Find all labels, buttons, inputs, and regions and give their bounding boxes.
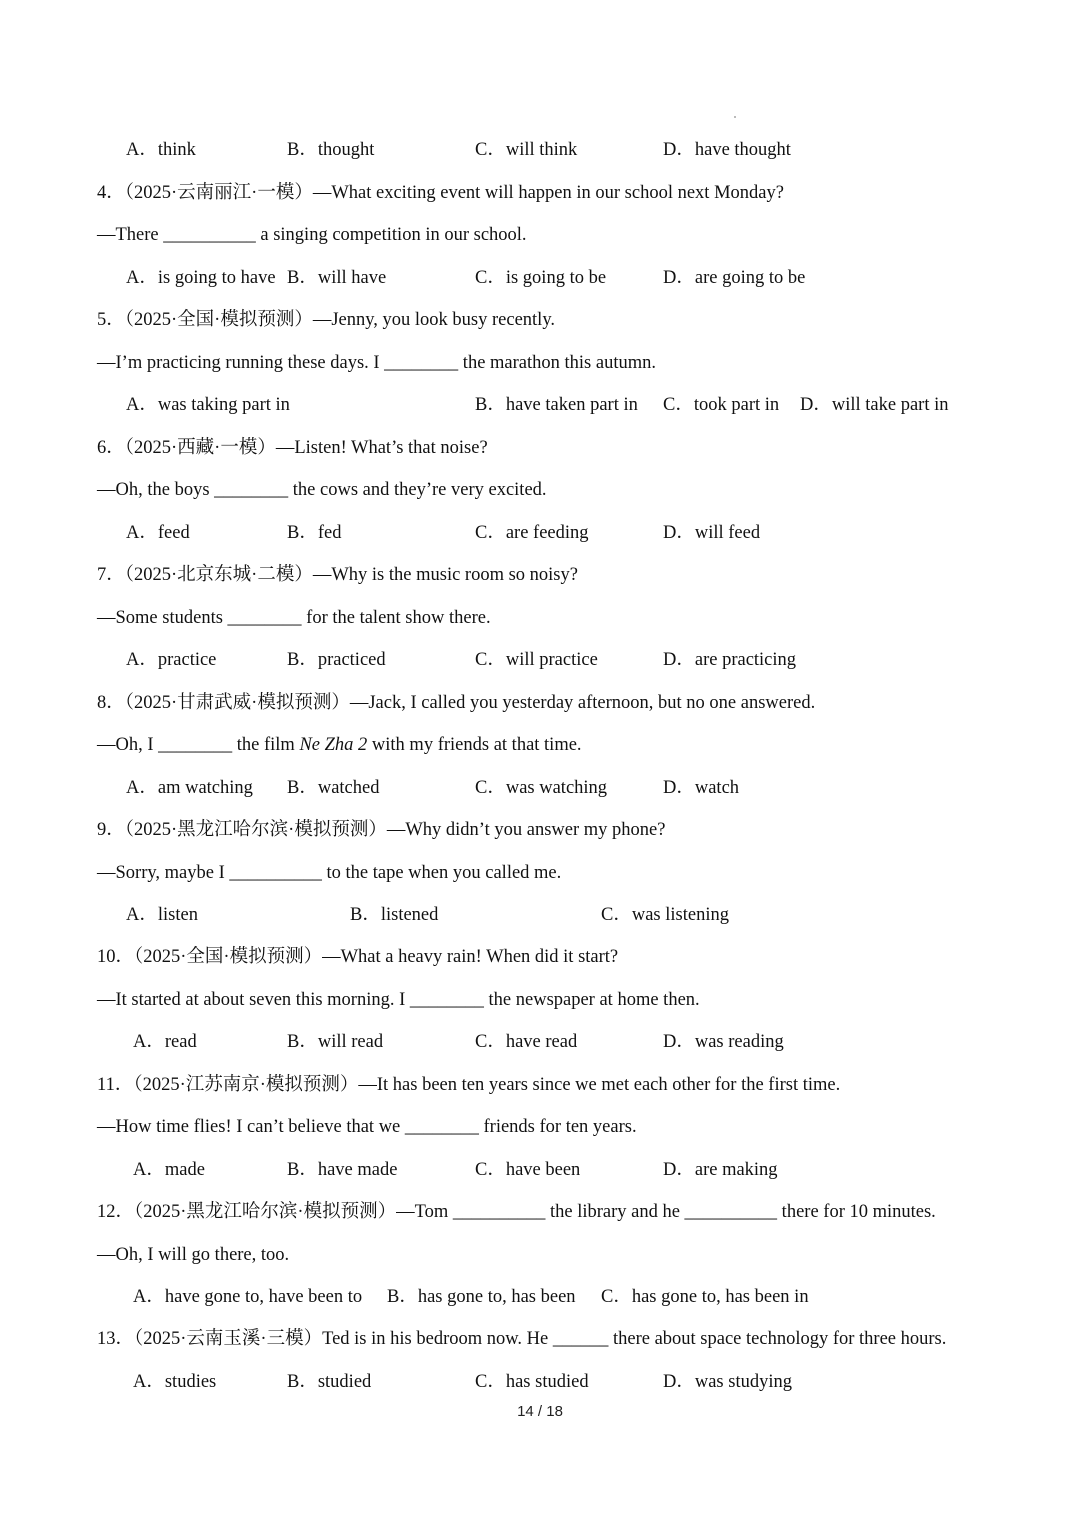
q6-response: —Oh, the boys ________ the cows and they’re very excited. [97,480,547,500]
q12-response: —Oh, I will go there, too. [97,1245,290,1265]
q4-stem: 4．（2025·云南丽江·一模）—What exciting event will happen in our school next Monday? [97,183,784,203]
q13-option-c[interactable]: C．has studied [475,1372,589,1392]
q8-option-a[interactable]: A．am watching [126,778,253,798]
q5-stem: 5．（2025·全国·模拟预测）—Jenny, you look busy recently. [97,310,555,330]
q8-response-pre: —Oh, I ________ the film [97,735,300,755]
q4-option-d[interactable]: D．are going to be [663,268,806,288]
q4-options [0,265,1080,291]
q4-option-a[interactable]: A．is going to have [126,268,276,288]
q13-option-d[interactable]: D．was studying [663,1372,792,1392]
q7-stem: 7．（2025·北京东城·二模）—Why is the music room so noisy? [97,565,578,585]
q4-response: —There __________ a singing competition in our school. [97,225,527,245]
q11-options [0,1157,1080,1183]
q10-response: —It started at about seven this morning. I ________ the newspaper at home then. [97,990,700,1010]
q13-options [0,1369,1080,1395]
q8-option-b[interactable]: B．watched [287,778,380,798]
q5-options [0,392,1080,418]
q3-options [0,137,1080,163]
q8-film-title: Ne Zha 2 [299,735,368,755]
q8-options [0,775,1080,801]
q12-stem: 12．（2025·黑龙江哈尔滨·模拟预测）—Tom __________ the library and he __________ there for 10 minutes. [97,1202,936,1222]
q6-stem: 6．（2025·西藏·一模）—Listen! What’s that noise? [97,438,488,458]
q11-option-a[interactable]: A．made [133,1160,205,1180]
q8-response [97,732,1080,758]
scan-speck [734,116,736,118]
q9-option-b[interactable]: B．listened [350,905,439,925]
q8-option-c[interactable]: C．was watching [475,778,608,798]
q12-option-b[interactable]: B．has gone to, has been [387,1287,576,1307]
q10-option-c[interactable]: C．have read [475,1032,578,1052]
q10-option-b[interactable]: B．will read [287,1032,384,1052]
page-number: 14 / 18 [517,1403,563,1420]
q9-option-a[interactable]: A．listen [126,905,198,925]
q10-option-a[interactable]: A．read [133,1032,197,1052]
q12-option-c[interactable]: C．has gone to, has been in [601,1287,809,1307]
q9-response: —Sorry, maybe I __________ to the tape when you called me. [97,863,562,883]
q8-response-post: with my friends at that time. [367,735,582,755]
q7-option-c[interactable]: C．will practice [475,650,598,670]
q9-option-c[interactable]: C．was listening [601,905,729,925]
q5-option-d[interactable]: D．will take part in [800,395,949,415]
q4-option-b[interactable]: B．will have [287,268,387,288]
q5-option-a[interactable]: A．was taking part in [126,395,290,415]
q8-option-d[interactable]: D．watch [663,778,740,798]
q6-option-a[interactable]: A．feed [126,523,190,543]
q6-option-b[interactable]: B．fed [287,523,342,543]
q8-stem: 8．（2025·甘肃武威·模拟预测）—Jack, I called you yesterday afternoon, but no one answered. [97,693,816,713]
q10-options [0,1029,1080,1055]
q9-stem: 9．（2025·黑龙江哈尔滨·模拟预测）—Why didn’t you answer my phone? [97,820,666,840]
q7-option-a[interactable]: A．practice [126,650,217,670]
q12-option-a[interactable]: A．have gone to, have been to [133,1287,363,1307]
q7-options [0,647,1080,673]
q13-stem: 13．（2025·云南玉溪·三模）Ted is in his bedroom now. He ______ there about space technology for three hours. [97,1329,947,1349]
q4-option-c[interactable]: C．is going to be [475,268,607,288]
q5-option-b[interactable]: B．have taken part in [475,395,638,415]
q3-option-c[interactable]: C．will think [475,140,578,160]
q11-option-d[interactable]: D．are making [663,1160,778,1180]
q10-stem: 10．（2025·全国·模拟预测）—What a heavy rain! When did it start? [97,947,619,967]
q6-options [0,520,1080,546]
q3-option-a[interactable]: A．think [126,140,196,160]
q13-option-a[interactable]: A．studies [133,1372,217,1392]
q10-option-d[interactable]: D．was reading [663,1032,784,1052]
q7-option-b[interactable]: B．practiced [287,650,386,670]
q12-options [0,1284,1080,1310]
q9-options [0,902,1080,928]
q13-option-b[interactable]: B．studied [287,1372,372,1392]
q7-response: —Some students ________ for the talent show there. [97,608,491,628]
q5-option-c[interactable]: C．took part in [663,395,780,415]
q7-option-d[interactable]: D．are practicing [663,650,797,670]
q11-option-c[interactable]: C．have been [475,1160,581,1180]
q11-response: —How time flies! I can’t believe that we ________ friends for ten years. [97,1117,637,1137]
q3-option-b[interactable]: B．thought [287,140,375,160]
q11-option-b[interactable]: B．have made [287,1160,398,1180]
q5-response: —I’m practicing running these days. I ________ the marathon this autumn. [97,353,656,373]
q3-option-d[interactable]: D．have thought [663,140,791,160]
q6-option-d[interactable]: D．will feed [663,523,761,543]
q6-option-c[interactable]: C．are feeding [475,523,589,543]
q11-stem: 11．（2025·江苏南京·模拟预测）—It has been ten years since we met each other for the first time. [97,1075,841,1095]
